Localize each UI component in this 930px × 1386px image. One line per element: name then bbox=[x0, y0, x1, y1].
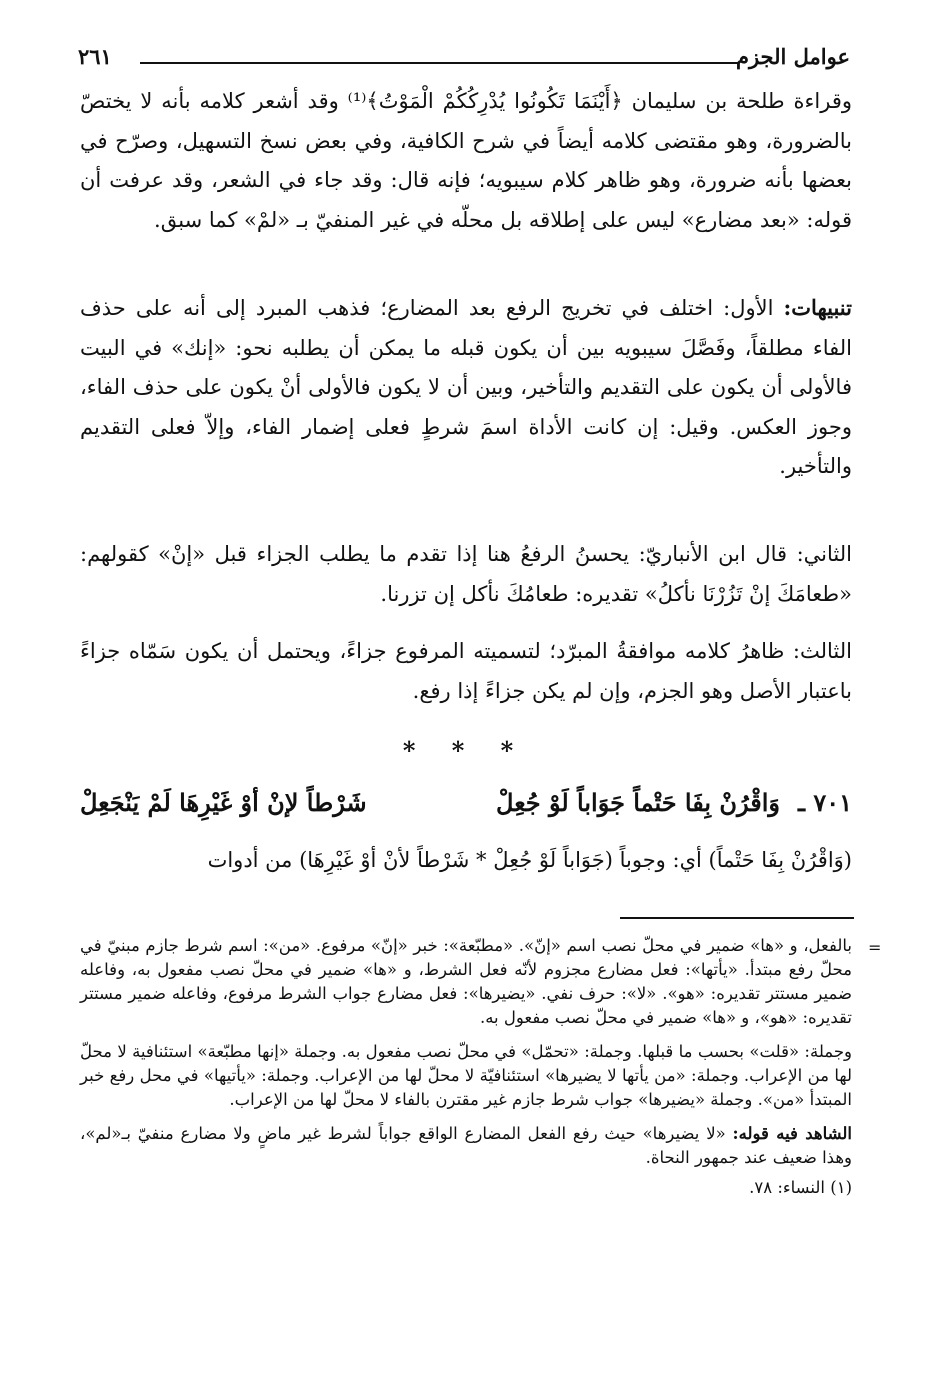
verse-number: ٧٠١ ـ bbox=[797, 788, 852, 817]
page-number: ٢٦١ bbox=[78, 44, 112, 69]
paragraph-2-lead: تنبيهات: bbox=[783, 295, 852, 320]
running-header bbox=[78, 38, 850, 78]
paragraph-1 bbox=[80, 82, 852, 240]
paragraph-4 bbox=[80, 632, 852, 711]
paragraph-2 bbox=[80, 288, 852, 487]
section-separator: * * * bbox=[402, 736, 528, 765]
paragraph-2-text: الأول: اختلف في تخريج الرفع بعد المضارع؛ فذهب المبرد إلى أنه على حذف الفاء مطلقاً، وفَصَّلَ سيبويه بين أن يكون قبله ما يمكن أن يطلبه نحو: «إنك» في البيت فالأولى أن يكون على التقديم والتأخير، وبين أن لا يكون فالأولى أنْ يكون على حذف الفاء، وجوز العكس. وقيل: إن كانت الأداة اسمَ شرطٍ فعلى إضمار الفاء، وإلاّ فعلى التقديم والتأخير. bbox=[80, 296, 852, 478]
paragraph-3-text: الثاني: قال ابن الأنباريّ: يحسنُ الرفعُ هنا إذا تقدم ما يطلب الجزاء قبل «إنْ» كقولهم: «طعامَكَ إنْ تَزُرْنَا نأكلُ» تقديره: طعامُكَ نأكل إن تزرنا. bbox=[80, 542, 852, 606]
paragraph-3 bbox=[80, 535, 852, 614]
footnote-evidence-text: «لا يضيرها» حيث رفع الفعل المضارع الواقع جواباً لشرط غير ماضٍ ولا مضارع منفيّ بـ«لم»، وهذا ضعيف عند جمهور النحاة. bbox=[80, 1124, 852, 1167]
paragraph-4-text: الثالث: ظاهرُ كلامه موافقةُ المبرّد؛ لتسميته المرفوع جزاءً، ويحتمل أن يكون سَمّاه جزاءً باعتبار الأصل وهو الجزم، وإن لم يكن جزاءً إذا رفع. bbox=[80, 639, 852, 703]
verse-hemistich-1: وَاقْرُنْ بِفَا حَتْماً جَوَاباً لَوْ جُعِلْ bbox=[496, 788, 780, 817]
footnote-parsing-2: وجملة: «قلت» بحسب ما قبلها. وجملة: «تحمّل» في محلّ نصب مفعول به. وجملة «إنها مطبّعة» استئنافية لا محلّ لها من الإعراب. وجملة: «من يأتها لا يضيرها» استئنافيّة لا محلّ لها من الإعراب. وجملة: «يأتيها» في محل رفع خبر المبتدأ «من». وجملة «يضيرها» جواب شرط جازم غير مقترن بالفاء لا محلّ لها من الإعراب. bbox=[80, 1042, 852, 1109]
footnote-evidence-lead: الشاهد فيه قوله: bbox=[732, 1124, 852, 1143]
verse-hemistich-2: شَرْطاً لإنْ أوْ غَيْرِهَا لَمْ يَنْجَعِلْ bbox=[80, 788, 367, 817]
header-rule bbox=[140, 62, 738, 64]
footnote-parsing-1: بالفعل، و «ها» ضمير في محلّ نصب اسم «إنّ». «مطبّعة»: خبر «إنّ» مرفوع. «من»: اسم شرط جازم مبنيّ في محلّ رفع مبتدأ. «يأتها»: فعل مضارع مجزوم لأنّه فعل الشرط، و «ها» ضمير في محلّ نصب مفعول به، وفاعله ضمير مستتر تقديره: «هو». «لا»: حرف نفي. «يضيرها»: فعل مضارع جواب الشرط مرفوع، وفاعله ضمير مستتر تقديره: «هو»، و «ها» ضمير في محلّ نصب مفعول به. bbox=[80, 936, 852, 1027]
footnote-reference: (١) النساء: ٧٨. bbox=[749, 1178, 852, 1197]
verse-line bbox=[80, 784, 852, 832]
footnotes bbox=[80, 934, 852, 1210]
paragraph-1-text: وقراءة طلحة بن سليمان ﴿أَيْنَمَا تَكُونُوا يُدْرِكُكُمْ الْمَوْتُ﴾⁽¹⁾ وقد أشعر كلامه بأنه لا يختصّ بالضرورة، وهو مقتضى كلامه أيضاً في شرح الكافية، وفي بعض نسخ التسهيل، وصرّح في بعضها بأنه ضرورة، وهو ظاهر كلام سيبويه؛ فإنه قال: وقد جاء في الشعر، وقد عرفت أن قوله: «بعد مضارع» ليس على إطلاقه بل محلّه في غير المنفيّ بـ «لمْ» كما سبق. bbox=[80, 89, 852, 232]
verse-commentary: (وَاقْرُنْ بِفَا حَتْماً) أي: وجوباً (جَوَاباً لَوْ جُعِلْ * شَرْطاً لأنْ أوْ غَيْرِهَا) من أدوات bbox=[207, 848, 852, 872]
chapter-title: عوامل الجزم bbox=[735, 44, 850, 69]
footnote-evidence bbox=[80, 1122, 852, 1170]
footnote-continuation-mark: = bbox=[868, 938, 882, 957]
footnote-rule bbox=[620, 917, 854, 919]
